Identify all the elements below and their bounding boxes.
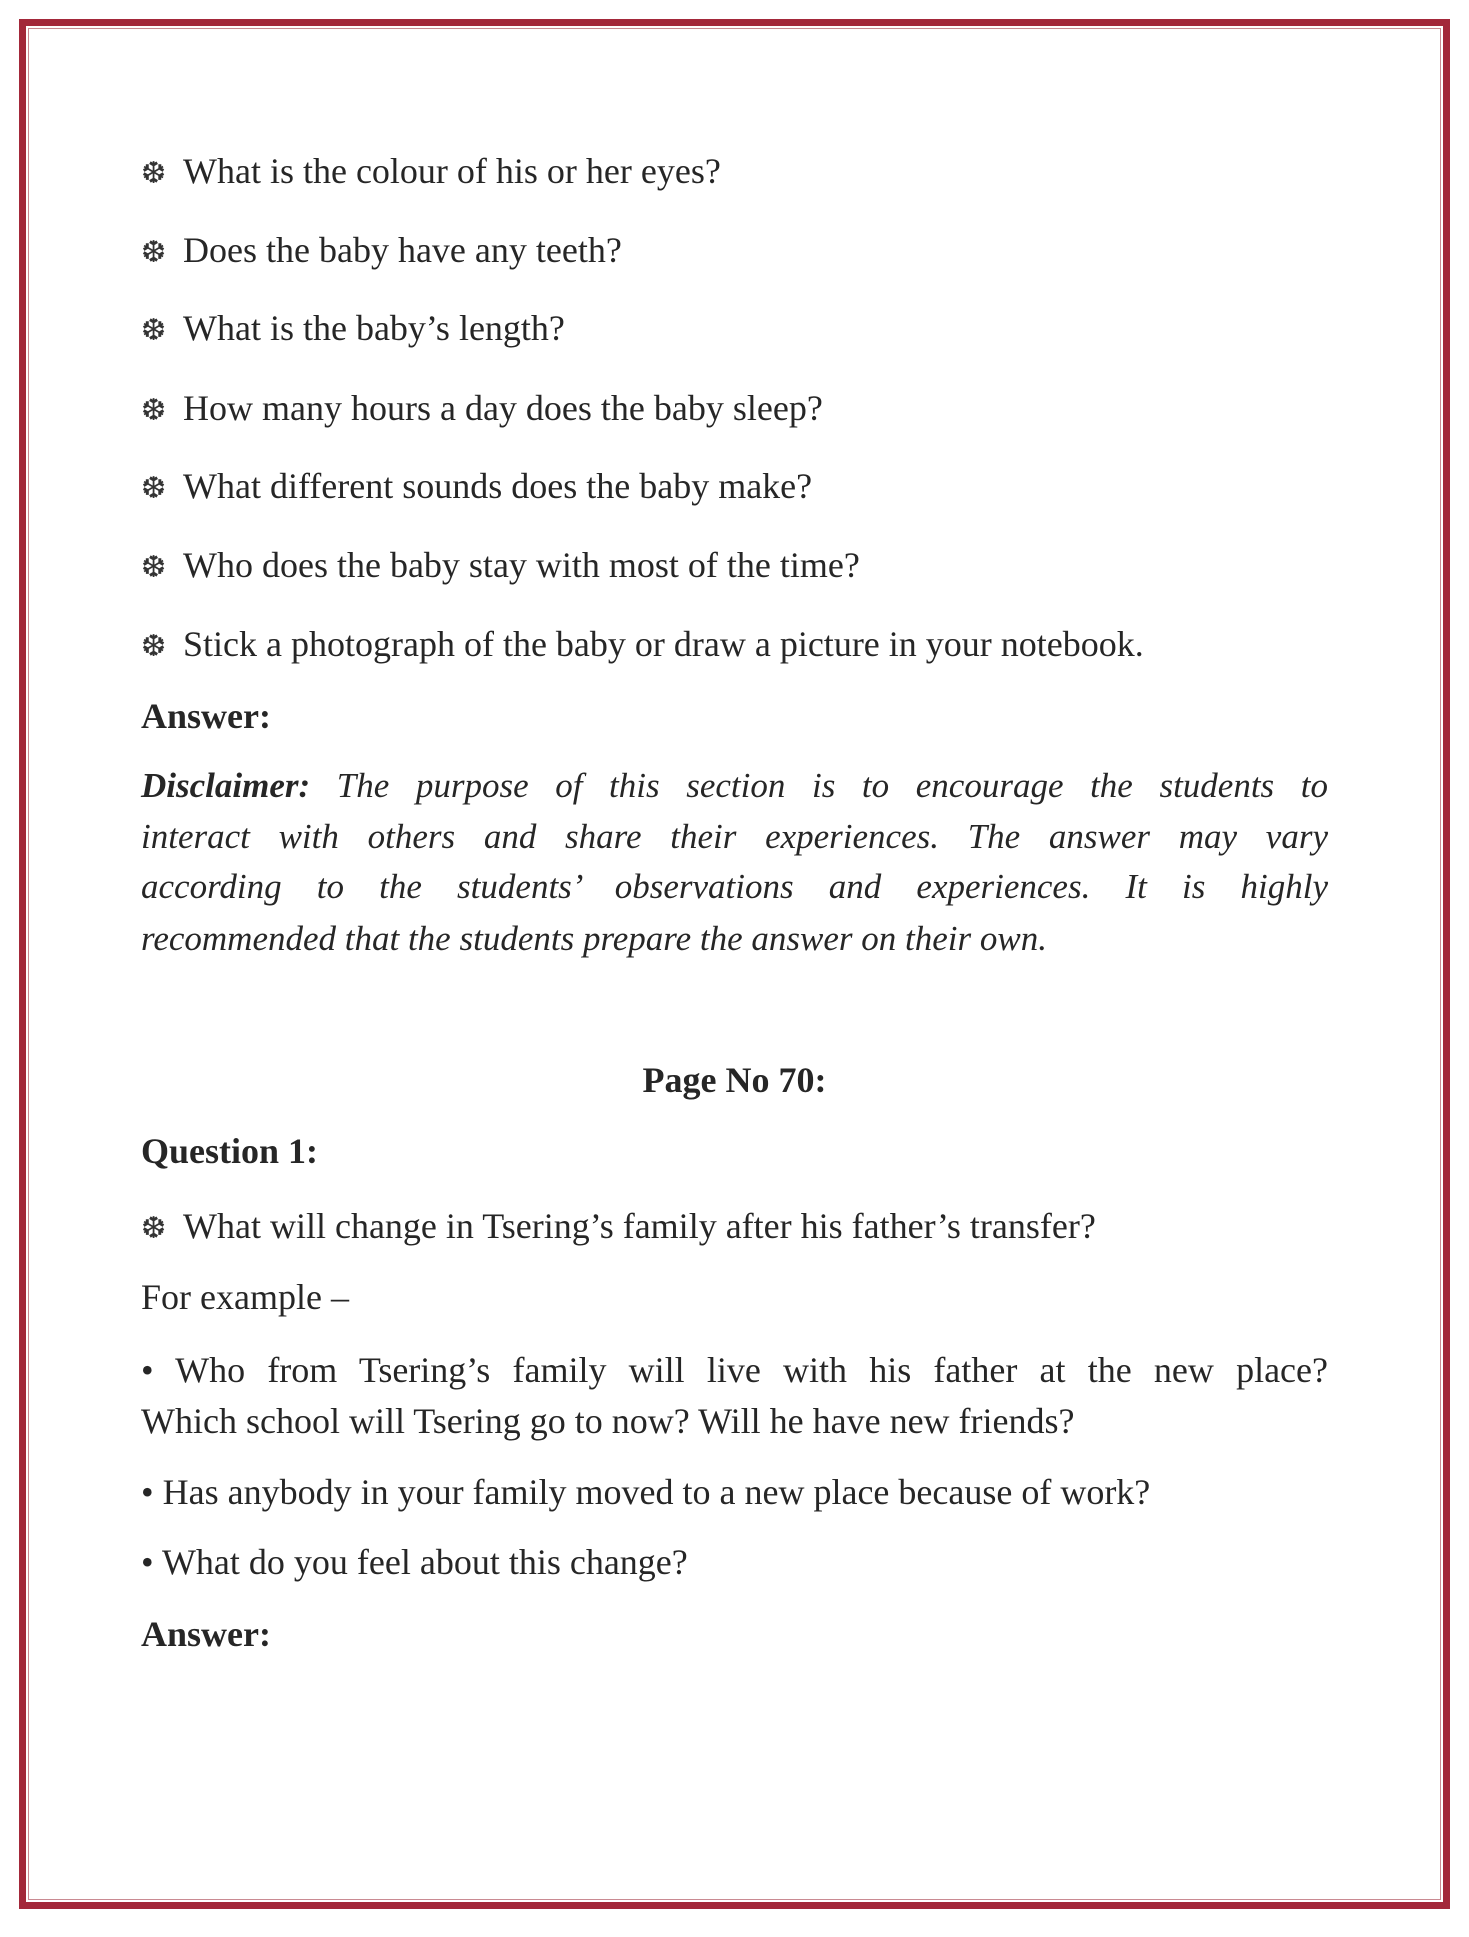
snowflake-icon: ❆ <box>141 236 167 269</box>
snowflake-icon: ❆ <box>141 314 167 347</box>
disclaimer-label: Disclaimer: <box>141 766 311 805</box>
question-text: Does the baby have any teeth? <box>183 230 622 270</box>
question-item <box>141 386 823 433</box>
question-item <box>141 622 1144 669</box>
snowflake-icon: ❆ <box>141 157 167 190</box>
question-item <box>141 464 812 511</box>
question-text: Who does the baby stay with most of the time? <box>183 545 860 585</box>
disclaimer-line: recommended that the students prepare the answer on their own. <box>141 919 1047 958</box>
question-text: What will change in Tsering’s family after his father’s transfer? <box>183 1206 1096 1246</box>
snowflake-icon: ❆ <box>141 630 167 663</box>
snowflake-icon: ❆ <box>141 551 167 584</box>
question-text: What is the colour of his or her eyes? <box>183 151 721 191</box>
question-item <box>141 543 860 590</box>
snowflake-icon: ❆ <box>141 472 167 505</box>
question-text: What different sounds does the baby make? <box>183 466 813 506</box>
question-text: How many hours a day does the baby sleep? <box>183 388 823 428</box>
disclaimer-line: interact with others and share their experiences. The answer may vary <box>141 817 1328 856</box>
snowflake-icon: ❆ <box>141 1212 167 1245</box>
page-heading: Page No 70: <box>642 1060 827 1100</box>
disclaimer-line <box>141 764 1328 808</box>
example-bullet: • Has anybody in your family moved to a new place because of work? <box>141 1472 1151 1512</box>
answer-label: Answer: <box>141 1614 271 1654</box>
question-item <box>141 1204 1096 1251</box>
for-example-label: For example – <box>141 1277 349 1317</box>
disclaimer-text: The purpose of this section is to encourage the students to <box>336 766 1328 805</box>
disclaimer-line: according to the students’ observations and experiences. It is highly <box>141 867 1328 906</box>
question-text: Stick a photograph of the baby or draw a picture in your notebook. <box>183 624 1144 664</box>
snowflake-icon: ❆ <box>141 394 167 427</box>
question-item <box>141 228 622 275</box>
example-bullet: • Who from Tsering’s family will live with his father at the new place? <box>141 1350 1328 1390</box>
example-bullet: • What do you feel about this change? <box>141 1542 688 1582</box>
answer-label: Answer: <box>141 696 271 736</box>
question-item <box>141 149 721 196</box>
question-item <box>141 306 565 353</box>
question-heading: Question 1: <box>141 1131 319 1171</box>
question-text: What is the baby’s length? <box>183 308 565 348</box>
example-bullet-continuation: Which school will Tsering go to now? Will he have new friends? <box>141 1401 1075 1441</box>
